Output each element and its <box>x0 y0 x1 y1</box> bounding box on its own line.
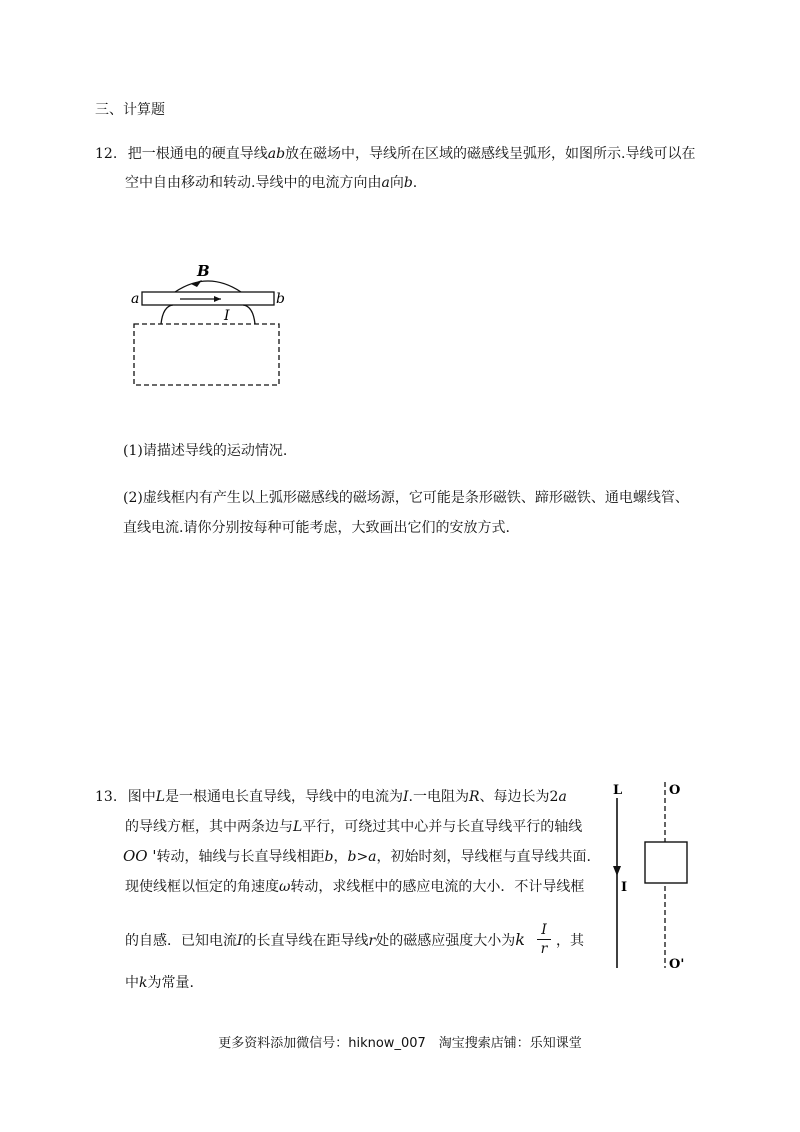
var-a: a <box>381 175 390 191</box>
dashed-box <box>134 324 279 385</box>
section-title: 三、计算题 <box>95 102 165 118</box>
q12-sub-2 <box>123 487 689 507</box>
label-I: I <box>621 880 628 895</box>
q13-text: .一电阻为 <box>408 789 469 805</box>
var-I: I <box>403 789 409 805</box>
sub-number: (2) <box>123 490 143 506</box>
q12-number: 12. <box>95 146 118 162</box>
q13-line-5-end <box>556 930 584 950</box>
q13-text: 的长直导线在距导线 <box>242 933 369 949</box>
q12-figure <box>125 258 295 390</box>
field-arc-left <box>161 305 173 324</box>
q12-text: 向 <box>389 175 404 191</box>
q13-text: 2 <box>549 789 559 805</box>
current-arrow <box>613 866 621 876</box>
q13-text: > <box>356 849 369 865</box>
fraction-I-over-r <box>537 922 551 957</box>
q13-text: 转动，轴线与长直导线相距 <box>156 849 325 865</box>
label-b: b <box>276 291 285 307</box>
q12-text: 把一根通电的硬直导线 <box>127 146 268 162</box>
field-arc-right <box>243 305 255 324</box>
q13-line-2 <box>125 816 582 836</box>
q13-text: ， <box>333 849 348 865</box>
sub-text: 直线电流.请你分别按每种可能考虑，大致画出它们的安放方式. <box>123 520 510 536</box>
q12-line-1 <box>95 143 695 163</box>
q13-text: 转动，求线框中的感应电流的大小．不计导线框 <box>290 879 585 895</box>
var-b: b <box>324 849 334 865</box>
var-r: r <box>368 933 376 949</box>
q13-text: 中 <box>125 975 139 991</box>
var-b: b <box>347 849 357 865</box>
var-a: a <box>368 849 377 865</box>
q12-sub-2-cont <box>123 517 510 537</box>
q13-text: 处的磁感应强度大小为 <box>375 933 516 949</box>
q13-text: ，其 <box>556 933 584 949</box>
q13-line-3 <box>123 846 591 866</box>
sub-text: 请描述导线的运动情况. <box>142 443 288 459</box>
q13-text: 、每边长为 <box>479 789 550 805</box>
label-O: O <box>669 783 681 798</box>
var-I: I <box>237 933 243 949</box>
label-L: L <box>613 783 623 798</box>
var-ab: ab <box>267 146 286 162</box>
label-B: B <box>197 262 210 280</box>
fraction-denominator: r <box>540 941 548 957</box>
q13-text: 的导线方框，其中两条边与 <box>125 819 293 835</box>
var-L: L <box>155 789 166 805</box>
square-loop <box>645 842 687 883</box>
q12-text: 放在磁场中，导线所在区域的磁感线呈弧形，如图所示.导线可以在 <box>285 146 696 162</box>
q12-line-2 <box>125 172 417 192</box>
label-I: I <box>224 308 230 324</box>
fraction-numerator: I <box>541 922 547 938</box>
var-OO: OO ' <box>123 847 157 865</box>
q12-text: 空中自由移动和转动.导线中的电流方向由 <box>125 175 382 191</box>
q13-text: 现使线框以恒定的角速度 <box>125 879 279 895</box>
var-omega: ω <box>279 879 291 895</box>
q12-text: . <box>412 175 418 191</box>
label-a: a <box>131 291 140 307</box>
field-arc-top <box>175 281 241 292</box>
var-R: R <box>469 789 480 805</box>
sub-text: 虚线框内有产生以上弧形磁感线的磁场源，它可能是条形磁铁、蹄形磁铁、通电螺线管、 <box>142 490 689 506</box>
var-b: b <box>403 175 413 191</box>
var-k: k <box>139 975 148 991</box>
q13-line-1 <box>95 786 567 806</box>
q13-number: 13. <box>95 789 118 805</box>
q13-text: 图中 <box>127 789 156 805</box>
q13-line-6 <box>125 972 194 992</box>
q13-text: 是一根通电长直导线，导线中的电流为 <box>165 789 404 805</box>
q13-figure <box>605 778 705 974</box>
q13-text: ，初始时刻，导线框与直导线共面. <box>376 849 591 865</box>
label-O-prime: O' <box>669 957 685 972</box>
q13-text: 的自感．已知电流 <box>125 933 237 949</box>
sub-number: (1) <box>123 443 143 459</box>
var-L: L <box>293 819 303 835</box>
q12-sub-1 <box>123 440 287 460</box>
footer: 更多资料添加微信号：hiknow_007 淘宝搜索店铺：乐知课堂 <box>218 1036 582 1051</box>
q13-text: 为常量. <box>147 975 194 991</box>
var-k: k <box>515 930 525 949</box>
fraction-bar <box>537 939 551 940</box>
q13-text: 平行，可绕过其中心并与长直导线平行的轴线 <box>302 819 583 835</box>
var-a: a <box>558 789 567 805</box>
field-arrow <box>191 280 202 287</box>
q13-line-4 <box>125 876 584 896</box>
q13-line-5 <box>125 930 525 950</box>
